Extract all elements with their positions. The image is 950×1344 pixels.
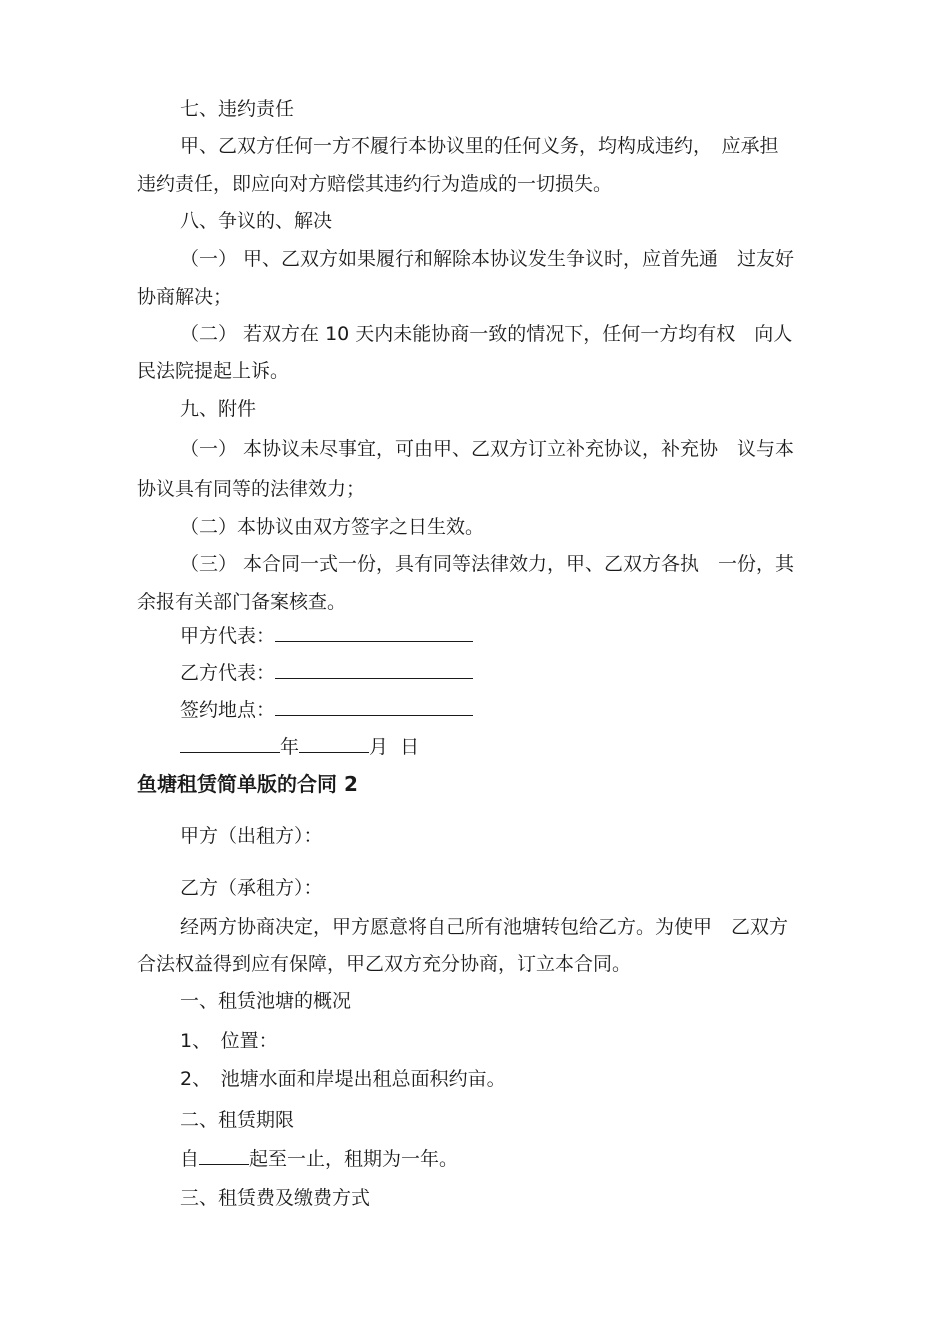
signature-party-a-blank (275, 623, 473, 642)
section-8-item2-line1: （二） 若双方在 10 天内未能协商一致的情况下，任何一方均有权 向人 (180, 323, 793, 345)
clause-2-title: 二、租赁期限 (180, 1109, 295, 1131)
date-year-label: 年 (280, 736, 300, 758)
signature-place-blank (275, 697, 473, 716)
clause-1-item1: 1、 位置： (180, 1030, 278, 1052)
date-month-blank (299, 734, 369, 753)
party-b-line: 乙方（承租方）： (180, 877, 323, 899)
section-9-item3-line1: （三） 本合同一式一份，具有同等法律效力，甲、乙双方各执 一份，其 (180, 553, 795, 575)
signature-party-b (180, 660, 473, 686)
clause-1-item2: 2、 池塘水面和岸堤出租总面积约亩。 (180, 1068, 506, 1090)
signature-party-b-label: 乙方代表： (180, 662, 276, 684)
signature-party-a (180, 623, 473, 649)
section-9-item1-line1: （一） 本协议未尽事宜，可由甲、乙双方订立补充协议，补充协 议与本 (180, 438, 795, 460)
signature-party-a-label: 甲方代表： (180, 625, 276, 647)
clause-3-title: 三、租赁费及缴费方式 (180, 1187, 371, 1209)
date-day-label: 日 (400, 736, 420, 758)
section-7-para-line2: 违约责任，即应向对方赔偿其违约行为造成的一切损失。 (137, 173, 613, 195)
section-9-item2: （二）本协议由双方签字之日生效。 (180, 516, 485, 538)
section-9-item3-line2: 余报有关部门备案核查。 (137, 591, 347, 613)
section-7-para-line1: 甲、乙双方任何一方不履行本协议里的任何义务，均构成违约， 应承担 (180, 135, 779, 157)
section-8-item1-line1: （一） 甲、乙双方如果履行和解除本协议发生争议时，应首先通 过友好 (180, 248, 795, 270)
clause-2-text (180, 1146, 458, 1172)
intro-line1: 经两方协商决定，甲方愿意将自己所有池塘转包给乙方。为使甲 乙双方 (180, 916, 789, 938)
signature-party-b-blank (275, 660, 473, 679)
signature-place-label: 签约地点： (180, 699, 276, 721)
date-year-blank (180, 734, 280, 753)
intro-line2: 合法权益得到应有保障，甲乙双方充分协商，订立本合同。 (137, 953, 632, 975)
clause-2-start-blank (199, 1146, 249, 1165)
signature-date (180, 734, 419, 760)
clause-1-title: 一、租赁池塘的概况 (180, 990, 352, 1012)
contract-2-title: 鱼塘租赁简单版的合同 2 (137, 772, 358, 796)
section-8-title: 八、争议的、解决 (180, 210, 333, 232)
clause-2-text-rest: 起至一止，租期为一年。 (249, 1148, 459, 1170)
signature-place (180, 697, 473, 723)
section-8-item2-line2: 民法院提起上诉。 (137, 360, 290, 382)
section-7-title: 七、违约责任 (180, 98, 295, 120)
section-9-title: 九、附件 (180, 398, 257, 420)
date-month-label: 月 (369, 736, 389, 758)
section-8-item1-line2: 协商解决； (137, 286, 233, 308)
clause-2-text-from: 自 (180, 1148, 200, 1170)
section-9-item1-line2: 协议具有同等的法律效力； (137, 478, 366, 500)
party-a-line: 甲方（出租方）： (180, 825, 323, 847)
